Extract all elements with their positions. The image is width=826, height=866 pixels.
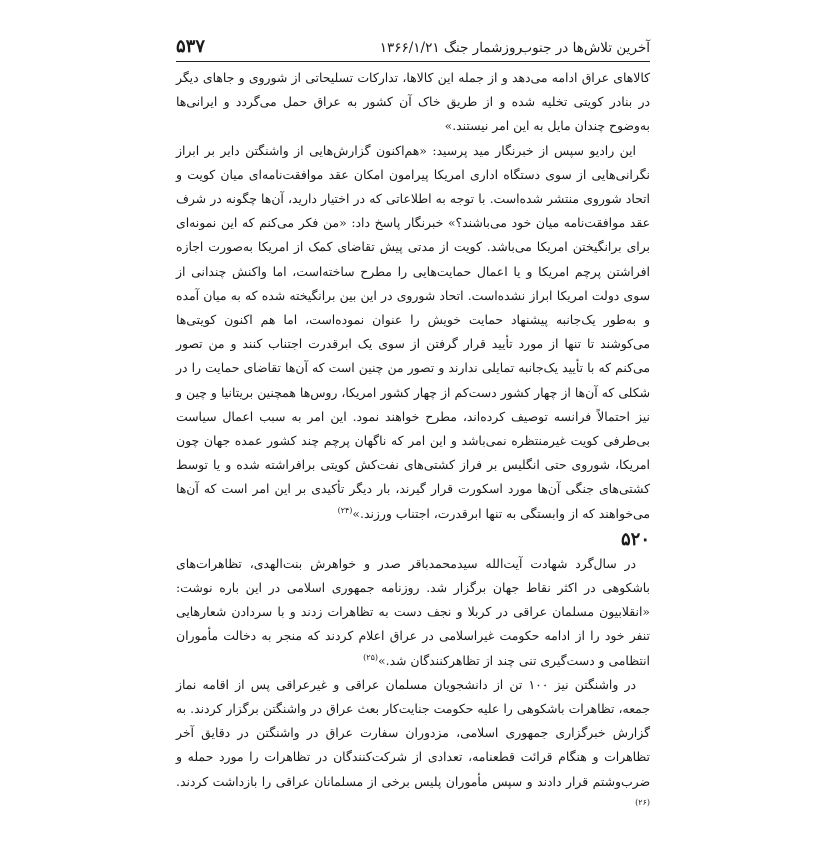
page-number: ۵۳۷ (176, 36, 206, 57)
paragraph-text: این رادیو سپس از خبرنگار مید پرسید: «هم‌اکنون گزارش‌هایی از واشنگتن دایر بر ابراز نگرانی‌هایی از سوی دستگاه اداری امریکا پیرامون امکان عقد موافقت‌نامه‌ای میان کویت و اتحاد شوروی منتشر شده‌است. با توجه به اطلاعاتی که در اختیار دارید، آن‌ها چگونه در شرف عقد موافقت‌نامه میان خود می‌باشند؟» خبرنگار پاسخ داد: «من فکر می‌کنم که این نمونه‌ای برای برانگیختن امریکا می‌باشد. کویت از مدتی پیش تقاضای کمک از امریکا به‌صورت اجازه افراشتن پرچم امریکا و یا اعمال حمایت‌هایی را مطرح ساخته‌است، اما واکنش چندانی از سوی دولت امریکا ابراز نشده‌است. اتحاد شوروی در این بین برانگیخته شده که به میان آمده و به‌طور یک‌جانبه پیشنهاد حمایت خویش را عنوان نموده‌است، اما هم اکنون کویتی‌ها می‌کوشند تا تنها از مورد تأیید قرار گرفتن از سوی یک ابرقدرت اجتناب کنند و من تصور می‌کنم که با تأیید یک‌جانبه تمایلی ندارند و تصور من چنین است که آن‌ها تقاضای حمایت را در شکلی که آن‌ها از چهار کشور دست‌کم از چهار کشور امریکا، روس‌ها همچنین بریتانیا و چین و نیز احتمالاً فرانسه توصیف کرده‌اند، مطرح خواهند نمود. این امر به سبب اعمال سیاست بی‌طرفی کویت غیرمنتظره نمی‌باشد و این امر که ناگهان پرچم چند کشور عمده جهان چون امریکا، شوروی حتی انگلیس بر فراز کشتی‌های نفت‌کش کویتی برافراشته شده و یا توسط کشتی‌های جنگی آن‌ها مورد اسکورت قرار گیرند، بار دیگر تأکیدی بر این امر است که آن‌ها می‌خواهند که از وابستگی به تنها ابرقدرت، اجتناب ورزند.» (176, 142, 650, 521)
running-header (176, 36, 650, 62)
paragraph (176, 552, 650, 673)
header-subtitle: روزشمار جنگ ۱۳۶۶/۱/۲۱ (379, 40, 522, 56)
paragraph (176, 139, 650, 526)
header-divider (176, 61, 650, 62)
paragraph-text: کالاهای عراق ادامه می‌دهد و از جمله این کالاها، تدارکات تسلیحاتی از شوروی و جاهای دیگر در بنادر کویتی تخلیه شده و از طریق خاک آن کشور به عراق حمل می‌گردد و ایرانی‌ها به‌وضوح چندان مایل به این امر نیستند.» (176, 70, 650, 134)
paragraph (176, 66, 650, 139)
paragraph-text: در واشنگتن نیز ۱۰۰ تن از دانشجویان مسلمان عراقی و غیرعراقی پس از اقامه نماز جمعه، تظاهرات باشکوهی را علیه حکومت جنایت‌کار بعث عراق در واشنگتن برگزار کردند. به گزارش خبرگزاری جمهوری اسلامی، مزدوران سفارت عراق در واشنگتن در دقایق آخر تظاهرات و هنگام قرائت قطعنامه، تعدادی از شرکت‌کنندگان در تظاهرات را مورد حمله و ضرب‌وشتم قرار دادند و سپس مأموران پلیس برخی از مسلمانان عراقی را بازداشت کردند. (176, 676, 650, 789)
header-book-title: آخرین تلاش‌ها در جنوب (519, 40, 650, 56)
paragraph (176, 673, 650, 818)
entry-number: ۵۲۰ (620, 528, 650, 550)
footnote-marker: (۲۴) (337, 505, 353, 515)
paragraph-text: در سال‌گرد شهادت آیت‌الله سیدمحمدباقر صدر و خواهرش بنت‌الهدی، تظاهرات‌های باشکوهی در اکثر نقاط جهان برگزار شد. روزنامه جمهوری اسلامی در این باره نوشت: «انقلابیون مسلمان عراقی در کربلا و نجف دست به تظاهرات زدند و با سردادن شعارهایی تنفر خود را از ادامه حکومت غیراسلامی در عراق اعلام کردند که منجر به دخالت مأموران انتظامی و دست‌گیری تنی چند از تظاهرکنندگان شد.» (176, 555, 650, 668)
footnote-marker: (۲۵) (363, 652, 378, 662)
page-body (176, 66, 650, 818)
footnote-marker: (۲۶) (635, 797, 650, 807)
